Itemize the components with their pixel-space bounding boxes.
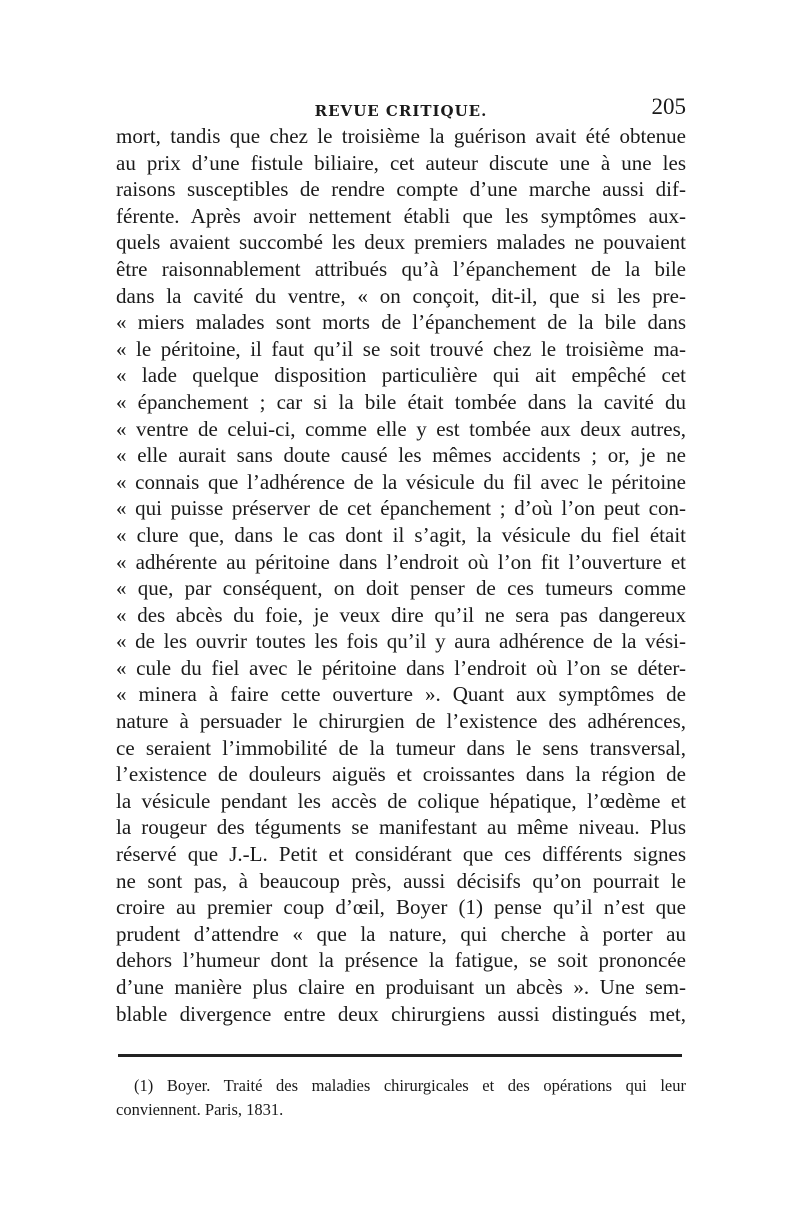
text-line: dehors l’humeur dont la présence la fatigue, se soit prononcée: [116, 948, 686, 973]
text-line: réservé que J.-L. Petit et considérant que ces différents signes: [116, 842, 686, 867]
footnote-line: (1) Boyer. Traité des maladies chirurgicales et des opérations qui leur: [134, 1076, 686, 1095]
footnote-divider: [118, 1054, 682, 1057]
text-line: férente. Après avoir nettement établi que les symptômes aux-: [116, 203, 686, 228]
body-text: [116, 123, 686, 1027]
text-line: « qui puisse préserver de cet épanchement ; d’où l’on peut con-: [116, 496, 686, 521]
text-line: « cule du fiel avec le péritoine dans l’endroit où l’on se déter-: [116, 655, 686, 680]
text-line: raisons susceptibles de rendre compte d’une marche aussi dif-: [116, 177, 686, 202]
text-line: « miers malades sont morts de l’épanchement de la bile dans: [116, 310, 686, 335]
running-title: REVUE CRITIQUE.: [314, 102, 488, 120]
text-line: être raisonnablement attribués qu’à l’épanchement de la bile: [116, 256, 686, 281]
text-line: la rougeur des téguments se manifestant au même niveau. Plus: [116, 815, 686, 840]
footnote-line: conviennent. Paris, 1831.: [116, 1100, 284, 1119]
footnote: [116, 1074, 686, 1122]
text-line: ne sont pas, à beaucoup près, aussi décisifs qu’on pourrait le: [116, 868, 686, 893]
text-line: ce seraient l’immobilité de la tumeur dans le sens transversal,: [116, 735, 686, 760]
text-line: quels avaient succombé les deux premiers malades ne pouvaient: [116, 230, 686, 255]
text-line: « que, par conséquent, on doit penser de ces tumeurs comme: [116, 576, 686, 601]
text-line: blable divergence entre deux chirurgiens aussi distingués met,: [116, 1001, 686, 1026]
text-line: « lade quelque disposition particulière qui ait empêché cet: [116, 363, 686, 388]
text-line: croire au premier coup d’œil, Boyer (1) pense qu’il n’est que: [116, 895, 686, 920]
text-line: mort, tandis que chez le troisième la guérison avait été obtenue: [116, 124, 686, 148]
text-line: au prix d’une fistule biliaire, cet auteur discute une à une les: [116, 150, 686, 175]
page-number: 205: [651, 94, 686, 119]
text-line: dans la cavité du ventre, « on conçoit, dit-il, que si les pre-: [116, 283, 686, 308]
text-line: d’une manière plus claire en produisant un abcès ». Une sem-: [116, 975, 686, 999]
text-line: « ventre de celui-ci, comme elle y est tombée aux deux autres,: [116, 416, 686, 441]
text-line: prudent d’attendre « que la nature, qui cherche à porter au: [116, 921, 686, 946]
text-line: « adhérente au péritoine dans l’endroit où l’on fit l’ouverture et: [116, 549, 686, 574]
text-line: « le péritoine, il faut qu’il se soit trouvé chez le troisième ma-: [116, 336, 686, 361]
text-line: la vésicule pendant les accès de colique hépatique, l’œdème et: [116, 788, 686, 813]
text-line: « des abcès du foie, je veux dire qu’il ne sera pas dangereux: [116, 602, 686, 627]
text-line: « épanchement ; car si la bile était tombée dans la cavité du: [116, 389, 686, 414]
text-line: « connais que l’adhérence de la vésicule du fil avec le péritoine: [116, 469, 686, 494]
text-line: « de les ouvrir toutes les fois qu’il y aura adhérence de la vési-: [116, 629, 686, 654]
text-line: l’existence de douleurs aiguës et croissantes dans la région de: [116, 762, 686, 787]
text-line: « elle aurait sans doute causé les mêmes accidents ; or, je ne: [116, 443, 686, 468]
text-line: « clure que, dans le cas dont il s’agit, la vésicule du fiel était: [116, 522, 686, 547]
text-line: « minera à faire cette ouverture ». Quant aux symptômes de: [116, 682, 686, 707]
text-line: nature à persuader le chirurgien de l’existence des adhérences,: [116, 709, 686, 734]
